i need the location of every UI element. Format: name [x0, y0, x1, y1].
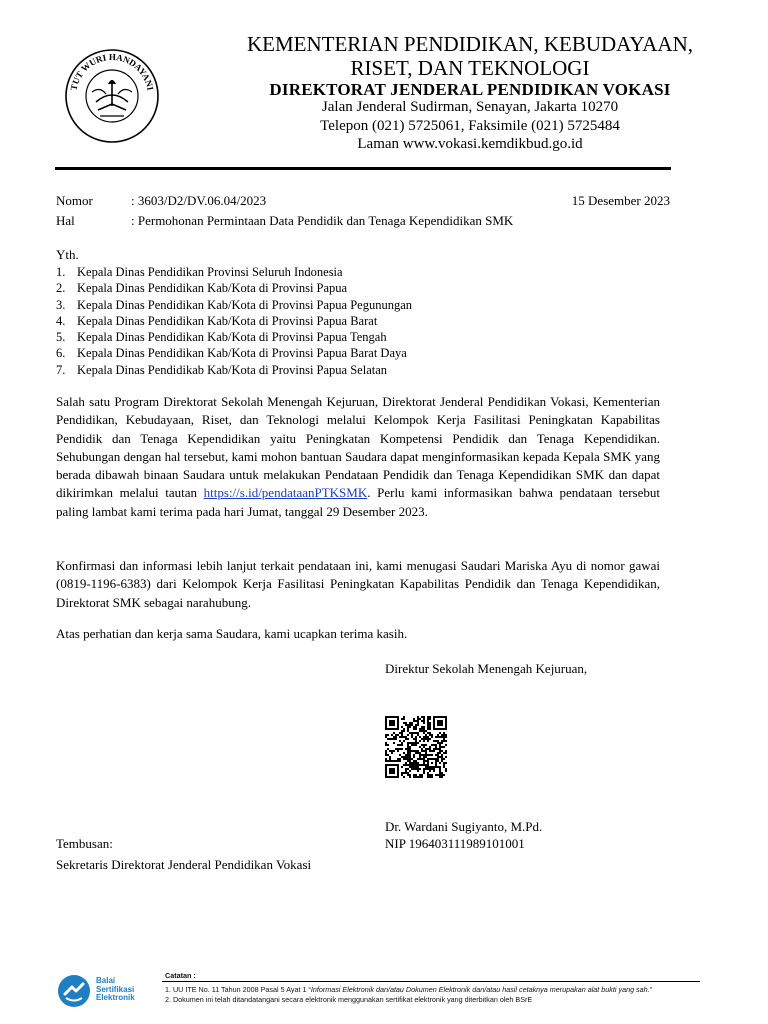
directorate-name: DIREKTORAT JENDERAL PENDIDIKAN VOKASI — [269, 80, 671, 99]
address: Jalan Jenderal Sudirman, Senayan, Jakarta 10270 — [321, 99, 619, 115]
list-item: 4. Kepala Dinas Pendidikan Kab/Kota di Provinsi Papua Barat — [56, 313, 378, 328]
salutation: Yth. — [56, 247, 79, 262]
phone-fax: Telepon (021) 5725061, Faksimile (021) 5725484 — [320, 118, 620, 134]
footer-note-2: 2. Dokumen ini telah ditandatangani secara elektronik menggunakan sertifikat elektronik yang diterbitkan oleh BSrE — [165, 995, 533, 1004]
recipient-list — [56, 264, 656, 378]
hal-label: Hal — [56, 213, 75, 228]
bsre-logo-icon — [56, 973, 92, 1009]
pendataan-link[interactable]: https://s.id/pendataanPTKSMK — [203, 485, 368, 501]
bsre-name: Balai Sertifikasi Elektronik — [96, 976, 135, 1002]
ministry-name-line1: KEMENTERIAN PENDIDIKAN, KEBUDAYAAN, — [246, 32, 694, 56]
footer-note-1: 1. UU ITE No. 11 Tahun 2008 Pasal 5 Ayat 1 “Informasi Elektronik dan/atau Dokumen Elektronik dan/atau hasil cetaknya merupakan alat bukti yang sah.” — [165, 985, 653, 994]
tembusan-value: Sekretaris Direktorat Jenderal Pendidikan Vokasi — [56, 857, 312, 872]
nomor-label: Nomor — [56, 193, 93, 208]
signer-name: Dr. Wardani Sugiyanto, M.Pd. — [385, 819, 543, 834]
tembusan-label: Tembusan: — [56, 836, 113, 851]
list-item: 2. Kepala Dinas Pendidikan Kab/Kota di Provinsi Papua — [56, 281, 348, 296]
body-paragraph-3: Atas perhatian dan kerja sama Saudara, kami ucapkan terima kasih. — [56, 626, 408, 641]
list-item: 7. Kepala Dinas Pendidikab Kab/Kota di Provinsi Papua Selatan — [56, 362, 388, 377]
letter-date: 15 Desember 2023 — [571, 193, 670, 208]
footer-divider — [162, 981, 700, 982]
catatan-label: Catatan : — [165, 971, 196, 980]
list-item: 3. Kepala Dinas Pendidikan Kab/Kota di Provinsi Papua Pegunungan — [56, 297, 413, 312]
list-item: 5. Kepala Dinas Pendidikan Kab/Kota di Provinsi Papua Tengah — [56, 330, 387, 345]
tut-wuri-handayani-logo — [56, 40, 164, 148]
body-paragraph-2: Konfirmasi dan informasi lebih lanjut terkait pendataan ini, kami menugasi Saudari Mariska Ayu di nomor gawai (0819-1196-6383) dari Kelompok Kerja Fasilitasi Peningkatan Kapabilitas Pendidik dan Tenaga Kependidikan, Direktorat SMK sebagai narahubung. — [56, 558, 660, 610]
nomor-value: : 3603/D2/DV.06.04/2023 — [131, 193, 267, 208]
svg-text:TUT WURI HANDAYANI: TUT WURI HANDAYANI — [68, 51, 156, 92]
list-item: 1. Kepala Dinas Pendidikan Provinsi Seluruh Indonesia — [56, 265, 343, 279]
letterhead-divider — [55, 167, 671, 170]
list-item: 6. Kepala Dinas Pendidikan Kab/Kota di Provinsi Papua Barat Daya — [56, 346, 407, 361]
hal-value: : Permohonan Permintaan Data Pendidik dan Tenaga Kependidikan SMK — [131, 213, 514, 228]
website: Laman www.vokasi.kemdikbud.go.id — [357, 136, 583, 152]
ministry-name-line2: RISET, DAN TEKNOLOGI — [350, 56, 590, 80]
signer-title: Direktur Sekolah Menengah Kejuruan, — [385, 661, 588, 676]
signer-nip: NIP 196403111989101001 — [385, 836, 525, 851]
signature-qr-code — [385, 716, 447, 778]
body-paragraph-1: Salah satu Program Direktorat Sekolah Menengah Kejuruan, Direktorat Jenderal Pendidikan Vokasi, Kementerian Pendidikan, Kebudayaan, Riset, dan Teknologi melalui Kelompok Kerja Fasilitasi Peningkatan Kapabilitas Pendidik dan Tenaga Kependidikan yaitu Peningkatan Kompetensi Pendidik dan Tenaga Kependidikan. Sehubungan dengan hal tersebut, kami mohon bantuan Saudara dapat menginformasikan kepada Kepala SMK yang berada dibawah binaan Saudara untuk melakukan Pendataan Pendidik dan Tenaga Kependidikan SMK dan dapat dikirimkan melalui tautan https://s.id/pendataanPTKSMK. Perlu kami informasikan bahwa pendataan tersebut paling lambat kami terima pada hari Jumat, tanggal 29 Desember 2023. — [56, 394, 660, 519]
